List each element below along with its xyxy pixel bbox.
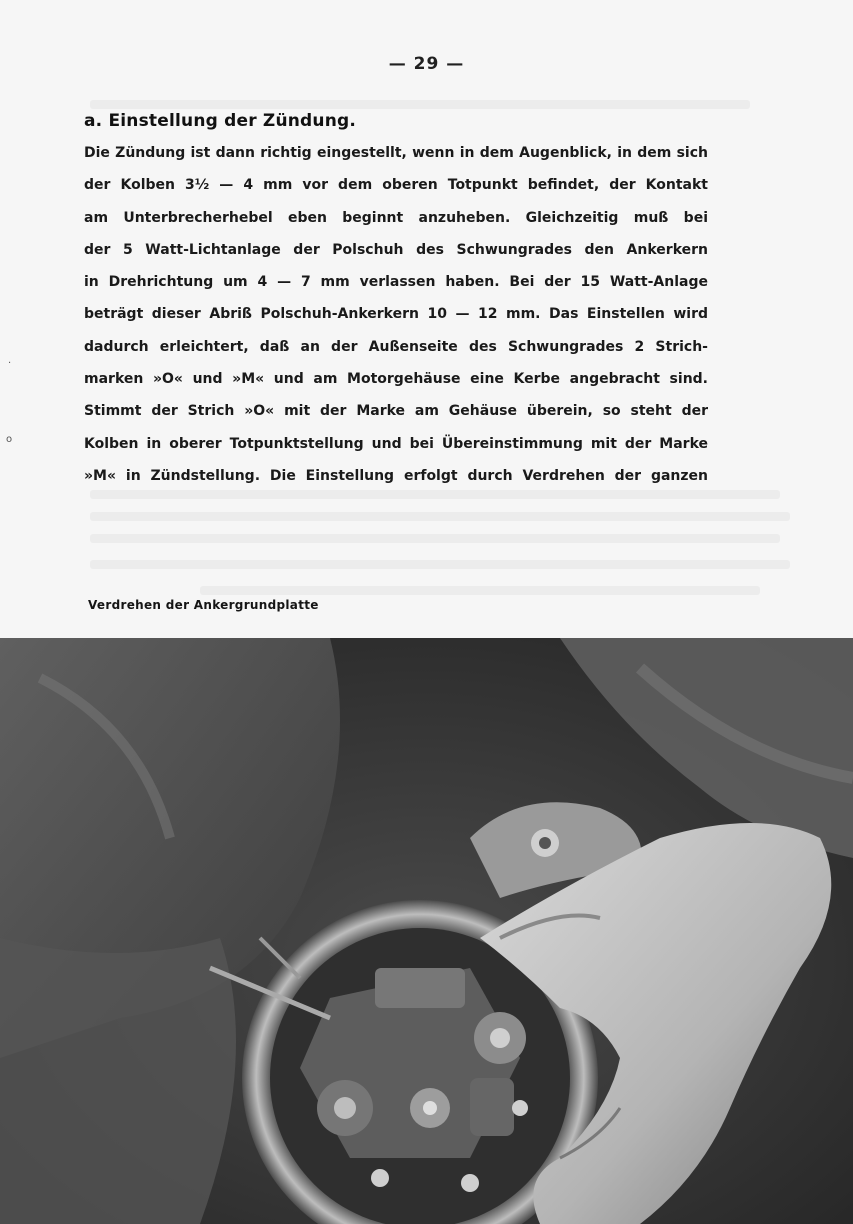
photo-caption: Verdrehen der Ankergrundplatte [88, 598, 319, 612]
body-line: marken »O« und »M« und am Motorgehäuse eine Kerbe angebracht sind. [84, 371, 708, 388]
margin-dot: · [8, 358, 12, 369]
body-line: der 5 Watt-Lichtanlage der Polschuh des Schwungrades den Ankerkern [84, 241, 708, 258]
body-paragraph [84, 137, 708, 492]
show-through-line [200, 586, 760, 595]
margin-ring: o [6, 434, 13, 445]
body-line: am Unterbrecherhebel eben beginnt anzuheben. Gleichzeitig muß bei [84, 209, 708, 226]
body-line: dadurch erleichtert, daß an der Außenseite des Schwungrades 2 Strich- [84, 338, 708, 355]
show-through-line [90, 534, 780, 543]
body-line: der Kolben 3½ — 4 mm vor dem oberen Totpunkt befindet, der Kontakt [84, 177, 708, 194]
body-line: Die Zündung ist dann richtig eingestellt, wenn in dem Augenblick, in dem sich [84, 145, 708, 161]
body-line: »M« in Zündstellung. Die Einstellung erfolgt durch Verdrehen der ganzen [84, 467, 708, 484]
body-line: Stimmt der Strich »O« mit der Marke am Gehäuse überein, so steht der [84, 403, 708, 420]
body-line: Kolben in oberer Totpunktstellung und bei Übereinstimmung mit der Marke [84, 435, 708, 452]
photo-armature-plate [0, 638, 853, 1224]
body-line: beträgt dieser Abriß Polschuh-Ankerkern 10 — 12 mm. Das Einstellen wird [84, 306, 708, 323]
show-through-line [90, 512, 790, 521]
section-heading: a. Einstellung der Zündung. [84, 111, 357, 131]
body-line: in Drehrichtung um 4 — 7 mm verlassen haben. Bei der 15 Watt-Anlage [84, 274, 708, 291]
show-through-line [90, 560, 790, 569]
show-through-line [90, 100, 750, 109]
photo-illustration [0, 638, 853, 1224]
page-number: — 29 — [388, 54, 465, 74]
